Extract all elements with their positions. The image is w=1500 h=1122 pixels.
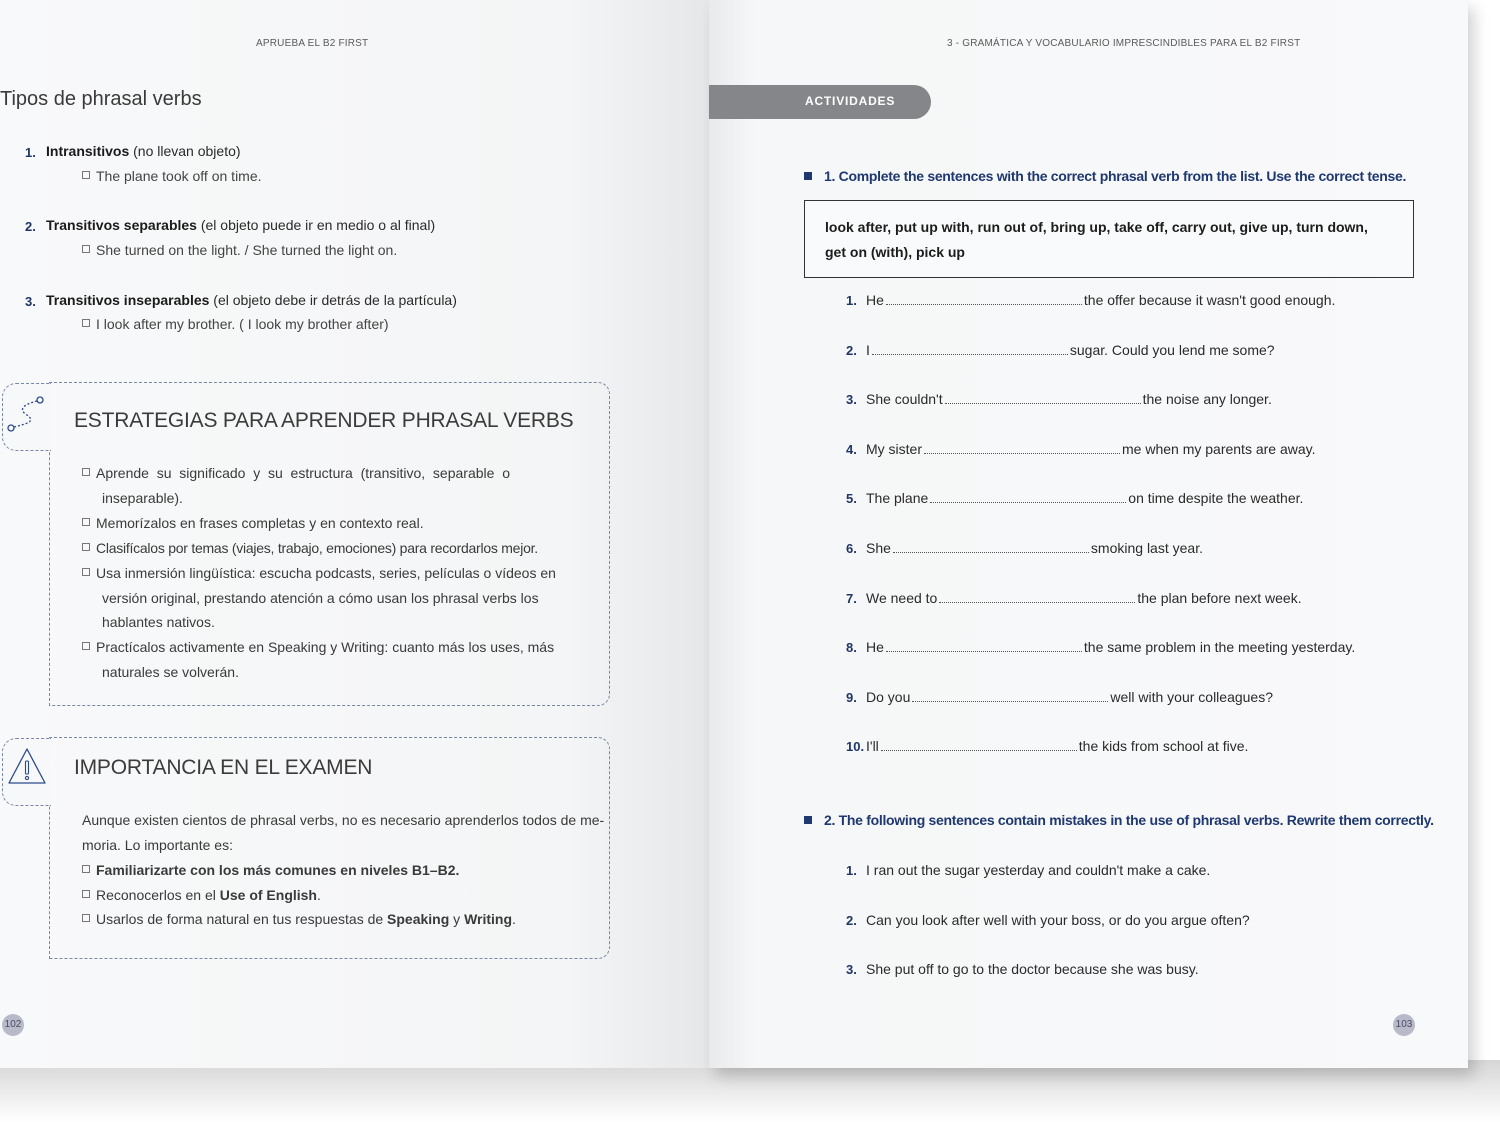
exam-intro: Aunque existen cientos de phrasal verbs, no es necesario aprenderlos todos de me- — [82, 812, 605, 828]
exercise1-item — [846, 590, 1302, 608]
exam-point — [82, 911, 516, 927]
item-number: 1. — [846, 863, 857, 878]
type-example — [82, 242, 397, 258]
exam-point — [82, 887, 321, 903]
exercise1-item — [846, 342, 1275, 360]
answer-blank[interactable] — [924, 443, 1120, 454]
type-item — [46, 292, 457, 308]
strategy-line — [82, 639, 554, 655]
item-text-before: He — [866, 639, 884, 656]
item-text-after: the kids from school at five. — [1078, 738, 1249, 755]
list-number: 2. — [25, 219, 36, 234]
exercise2-item — [846, 961, 1199, 979]
item-text-after: the noise any longer. — [1142, 391, 1272, 408]
answer-blank[interactable] — [912, 691, 1108, 702]
exercise2-heading-text: 2. The following sentences contain mistakes in the use of phrasal verbs. Rewrite them correctly. — [824, 812, 1434, 828]
bullet-icon — [82, 319, 90, 327]
exercise1-item — [846, 391, 1272, 409]
item-number: 6. — [846, 541, 857, 556]
bullet-icon — [82, 914, 90, 922]
exam-title: IMPORTANCIA EN EL EXAMEN — [74, 756, 373, 779]
item-text — [866, 490, 1303, 506]
item-text-before: We need to — [866, 589, 938, 606]
item-text-after: well with your colleagues? — [1110, 688, 1273, 705]
exam-point-text: Reconocerlos en el — [96, 887, 220, 903]
item-text-before: Do you — [866, 688, 911, 705]
exercise1-item — [846, 441, 1316, 459]
exam-point-text: . — [512, 911, 516, 927]
left-page — [0, 0, 709, 1068]
bullet-icon — [82, 890, 90, 898]
item-number: 8. — [846, 640, 857, 656]
item-text-before: The plane — [866, 490, 929, 507]
item-text: I ran out the sugar yesterday and couldn't make a cake. — [866, 862, 1211, 878]
strategy-text: Practícalos activamente en Speaking y Writing: cuanto más los uses, más — [96, 639, 555, 655]
strategy-text: Usa inmersión lingüística: escucha podcasts, series, películas o vídeos en — [96, 565, 556, 581]
item-number: 7. — [846, 590, 857, 606]
bullet-icon — [82, 543, 90, 551]
type-name: Intransitivos — [46, 143, 130, 159]
item-number: 5. — [846, 491, 857, 507]
strategy-line: inseparable). — [102, 490, 183, 506]
item-text — [866, 738, 1248, 754]
item-number: 4. — [846, 441, 857, 457]
exercise1-item — [846, 540, 1203, 558]
strategies-icon-tab — [2, 383, 51, 451]
exam-intro: moria. Lo importante es: — [82, 837, 233, 853]
page-number: 102 — [2, 1014, 24, 1036]
exam-point-text: . — [316, 887, 321, 903]
item-text — [866, 540, 1203, 556]
answer-blank[interactable] — [886, 294, 1082, 305]
item-text-before: I — [866, 341, 870, 358]
item-text — [866, 441, 1316, 457]
square-bullet-icon — [804, 172, 812, 180]
right-page — [709, 0, 1468, 1068]
strategy-text: Clasifícalos por temas (viajes, trabajo, emociones) para recordarlos mejor. — [96, 540, 538, 556]
type-description: (el objeto puede ir en medio o al final) — [196, 217, 436, 233]
type-name: Transitivos separables — [46, 217, 197, 233]
item-text — [866, 391, 1272, 407]
type-item — [46, 143, 241, 159]
list-number: 1. — [25, 145, 36, 160]
answer-blank[interactable] — [881, 740, 1077, 751]
item-text — [866, 689, 1273, 705]
item-text-after: the same problem in the meeting yesterday. — [1083, 639, 1356, 656]
item-text-before: My sister — [866, 440, 922, 457]
exercise2-item — [846, 862, 1210, 880]
exam-point-text: Familiarizarte con los más comunes en niveles B1–B2. — [96, 862, 460, 878]
answer-blank[interactable] — [886, 641, 1082, 652]
strategy-text: Memorízalos en frases completas y en contexto real. — [96, 515, 424, 531]
activities-label: ACTIVIDADES — [805, 94, 896, 108]
strategy-line: naturales se volverán. — [102, 664, 239, 680]
strategy-line: versión original, prestando atención a cómo usan los phrasal verbs los — [102, 590, 539, 606]
strategy-line — [82, 565, 556, 581]
exercise1-item — [846, 490, 1303, 508]
route-icon — [3, 384, 47, 444]
exam-point-text: Usarlos de forma natural en tus respuestas de — [96, 911, 388, 927]
example-text: The plane took off on time. — [96, 168, 262, 184]
strategy-line: hablantes nativos. — [102, 614, 215, 630]
exercise1-item — [846, 689, 1273, 707]
warning-icon — [3, 739, 47, 799]
exam-point-bold: Writing — [464, 911, 513, 927]
answer-blank[interactable] — [893, 542, 1089, 553]
exercise1-item — [846, 639, 1355, 657]
list-number: 3. — [25, 294, 36, 309]
bullet-icon — [82, 518, 90, 526]
exam-point-bold: Use of English — [219, 887, 317, 903]
type-example — [82, 168, 262, 184]
bullet-icon — [82, 171, 90, 179]
bullet-icon — [82, 642, 90, 650]
exercise1-item — [846, 292, 1335, 310]
item-text: She put off to go to the doctor because she was busy. — [866, 961, 1199, 978]
item-number: 9. — [846, 689, 857, 705]
bullet-icon — [82, 568, 90, 576]
strategy-line — [82, 540, 538, 556]
example-text: I look after my brother. ( I look my brother after) — [96, 316, 389, 332]
item-text-before: She — [866, 540, 891, 556]
square-bullet-icon — [804, 816, 812, 824]
exam-point-text: y — [449, 911, 465, 927]
item-text-after: sugar. Could you lend me some? — [1069, 341, 1275, 358]
item-number: 2. — [846, 912, 857, 928]
exercise1-heading — [804, 168, 1406, 184]
bullet-icon — [82, 468, 90, 476]
type-description: (el objeto debe ir detrás de la partícula) — [209, 292, 457, 308]
type-item — [46, 217, 435, 233]
item-number: 10. — [846, 739, 865, 755]
answer-blank[interactable] — [945, 393, 1141, 404]
exercise1-item — [846, 738, 1248, 756]
item-text — [866, 590, 1302, 606]
exam-icon-tab — [2, 738, 51, 806]
word-list-box — [804, 200, 1414, 278]
bullet-icon — [82, 245, 90, 253]
item-text: Can you look after well with your boss, or do you argue often? — [866, 911, 1250, 928]
bullet-icon — [82, 865, 90, 873]
exercise1-heading-text: 1. Complete the sentences with the correct phrasal verb from the list. Use the correct tense. — [824, 168, 1407, 184]
item-number: 3. — [846, 962, 857, 978]
item-text-before: She couldn't — [866, 391, 943, 408]
item-text-after: smoking last year. — [1090, 540, 1203, 556]
item-text — [866, 292, 1335, 308]
strategy-line — [82, 465, 510, 481]
item-text-after: on time despite the weather. — [1128, 490, 1304, 507]
strategies-title: ESTRATEGIAS PARA APRENDER PHRASAL VERBS — [74, 409, 574, 432]
item-text-after: me when my parents are away. — [1122, 440, 1316, 457]
section-title: Tipos de phrasal verbs — [0, 88, 202, 110]
running-head-left: APRUEBA EL B2 FIRST — [256, 38, 369, 49]
strategy-line — [82, 515, 424, 531]
item-text-before: He — [866, 292, 884, 308]
book-shadow — [0, 1060, 1500, 1122]
page-number: 103 — [1393, 1014, 1415, 1036]
answer-blank[interactable] — [930, 492, 1126, 503]
item-text-after: the offer because it wasn't good enough. — [1083, 292, 1336, 308]
item-text — [866, 639, 1355, 655]
word-list: look after, put up with, run out of, bring up, take off, carry out, give up, turn down, get on (with), pick up — [825, 219, 1368, 260]
activities-tab — [709, 85, 931, 119]
strategy-text: Aprende su significado y su estructura (transitivo, separable o — [96, 465, 510, 481]
item-number: 1. — [846, 293, 857, 308]
exam-point — [82, 862, 459, 878]
type-name: Transitivos inseparables — [46, 292, 210, 308]
running-head-right: 3 - GRAMÁTICA Y VOCABULARIO IMPRESCINDIBLES PARA EL B2 FIRST — [947, 38, 1301, 49]
item-text-before: I'll — [866, 738, 879, 755]
exercise2-item — [846, 912, 1250, 930]
item-text-after: the plan before next week. — [1137, 589, 1302, 606]
exam-point-bold: Speaking — [387, 911, 450, 927]
item-number: 3. — [846, 392, 857, 408]
answer-blank[interactable] — [939, 592, 1135, 603]
example-text: She turned on the light. / She turned the light on. — [96, 242, 398, 258]
item-text — [866, 342, 1275, 358]
item-number: 2. — [846, 342, 857, 358]
type-description: (no llevan objeto) — [129, 143, 241, 159]
exercise2-heading — [804, 812, 1434, 828]
type-example — [82, 316, 389, 332]
answer-blank[interactable] — [872, 344, 1068, 355]
